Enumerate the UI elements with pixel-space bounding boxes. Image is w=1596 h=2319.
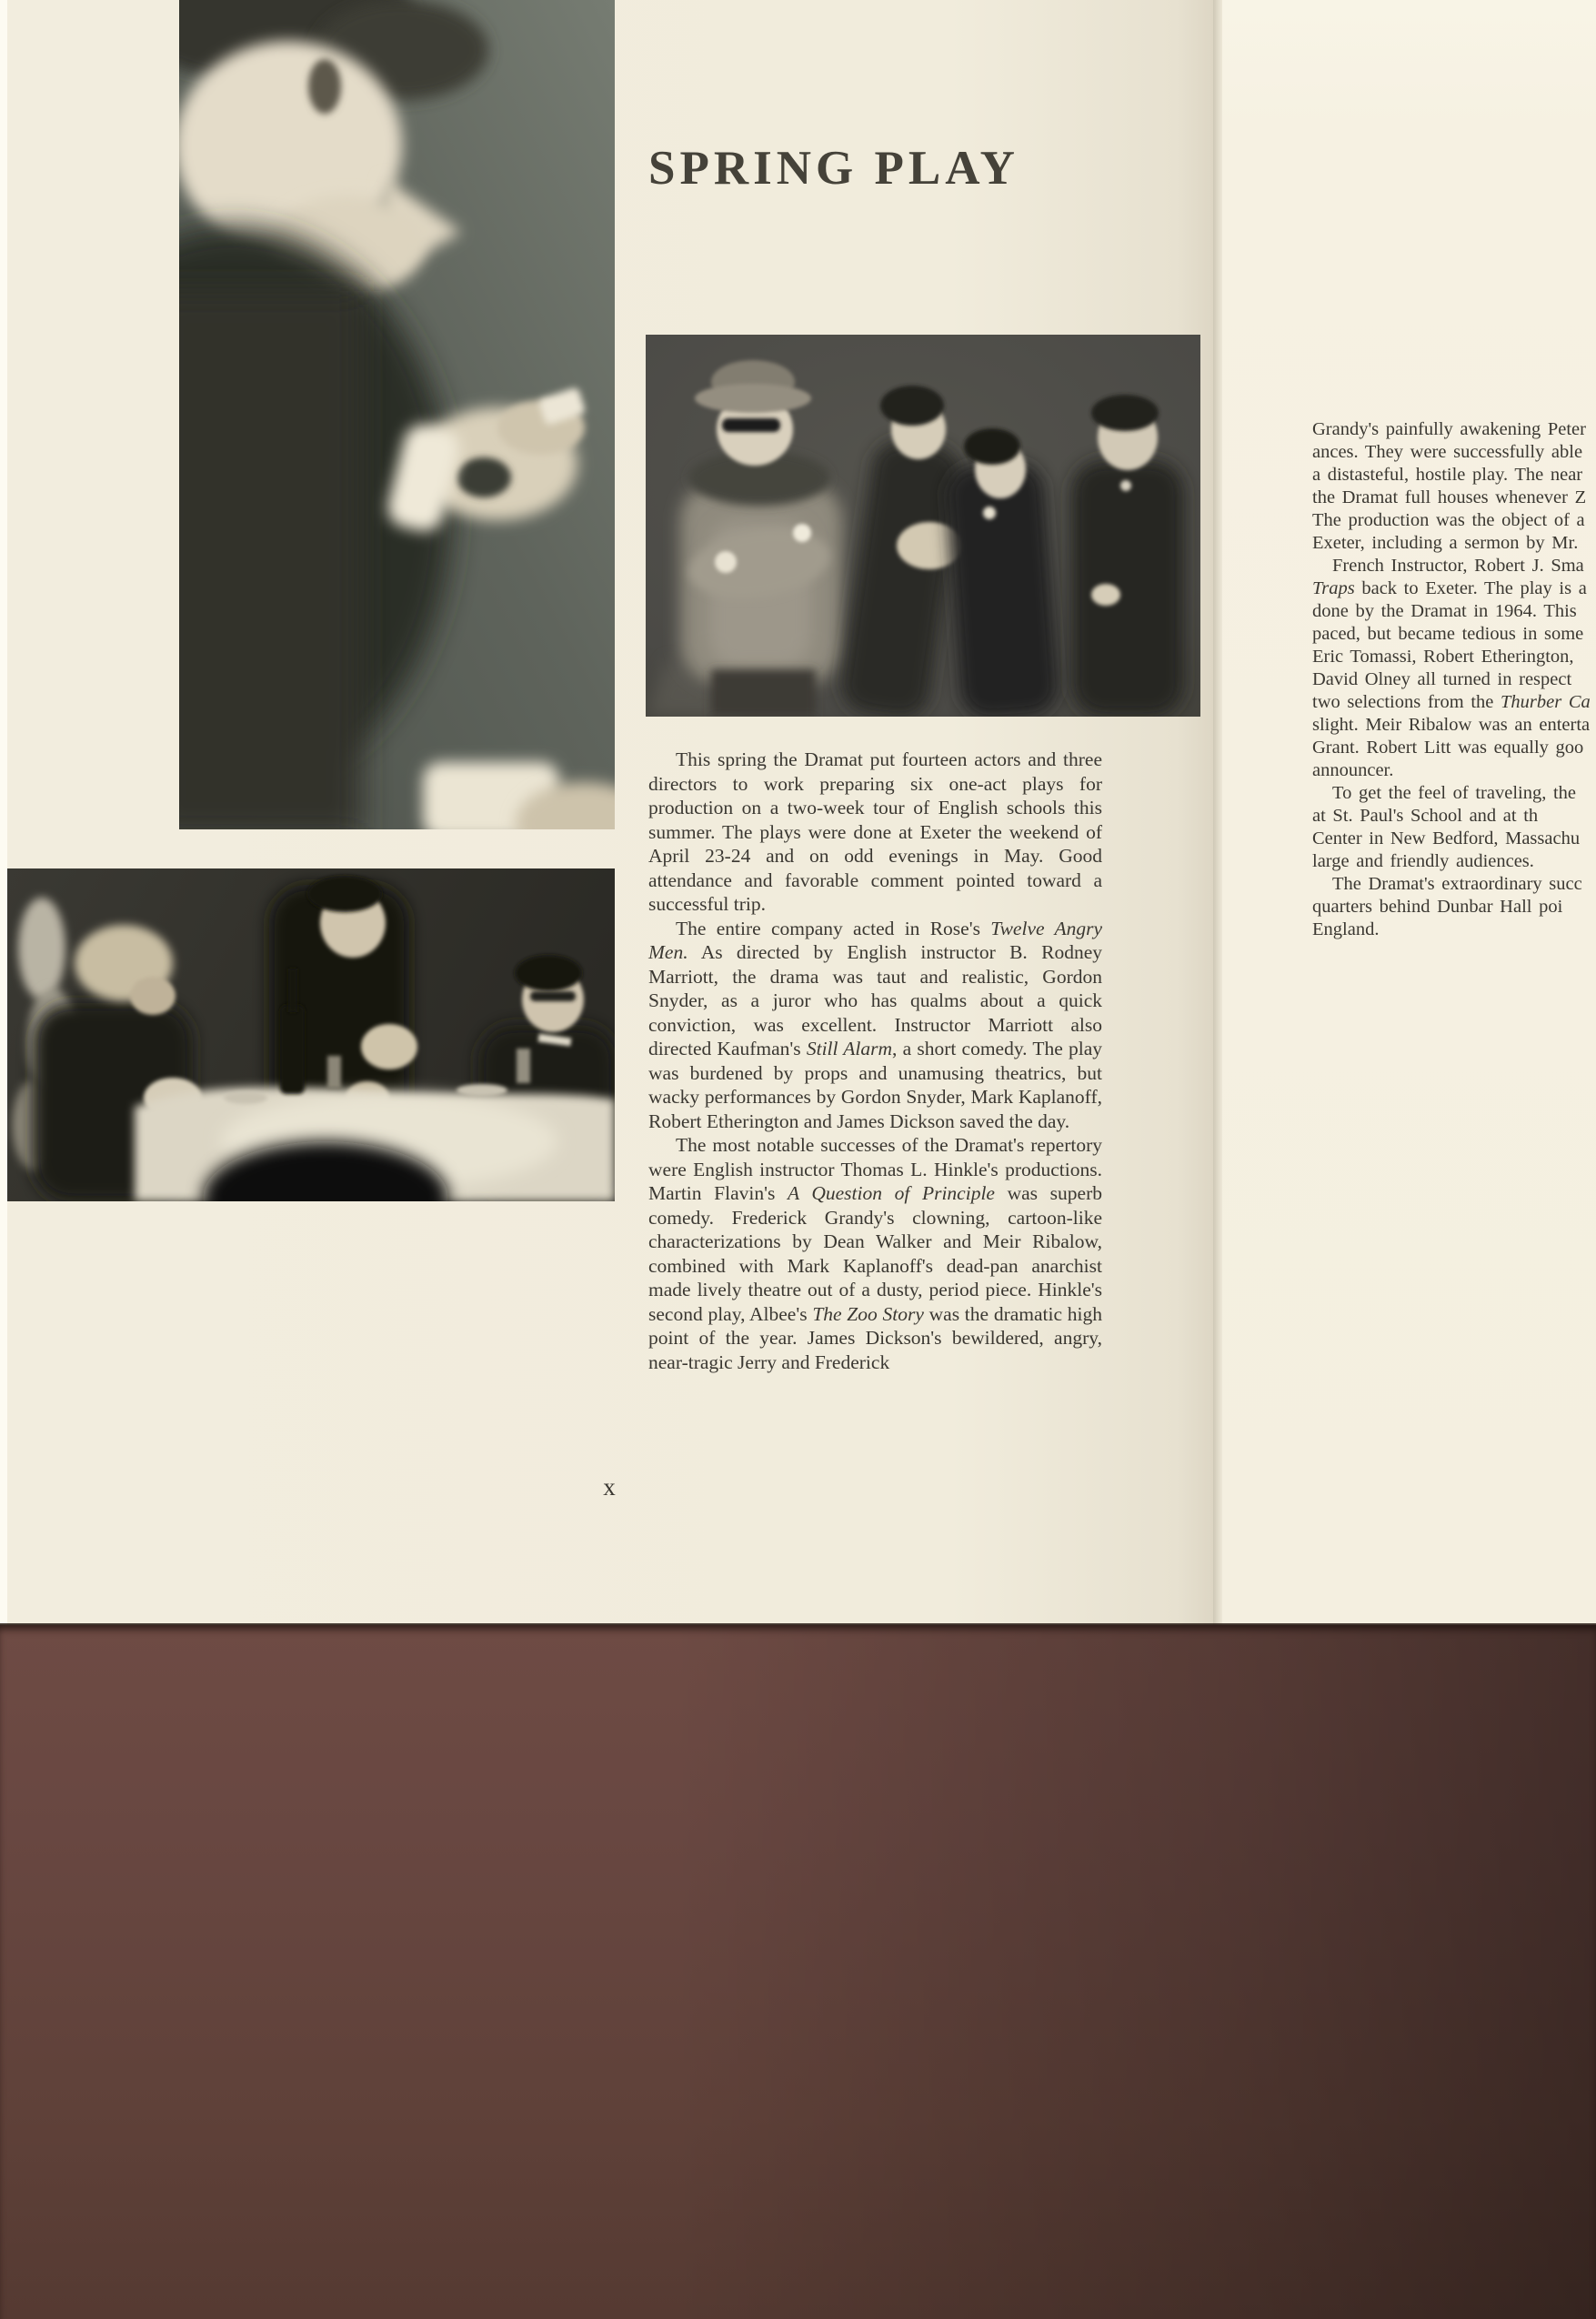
hair-b xyxy=(880,386,944,426)
right-column-line: England. xyxy=(1312,919,1380,939)
right-column-line: done by the Dramat in 1964. This xyxy=(1312,601,1577,621)
right-column-line: Grant. Robert Litt was equally goo xyxy=(1312,738,1584,758)
baluster xyxy=(18,898,65,999)
dark-coat-d xyxy=(1071,460,1184,717)
right-column-line: paced, but became tedious in some xyxy=(1312,624,1584,644)
dark-coat-c xyxy=(945,461,1060,717)
right-column-line: ances. They were successfully able xyxy=(1312,442,1583,462)
four-actors-stage-photo xyxy=(646,335,1200,717)
article-paragraph: The most notable successes of the Dramat's repertory were English instructor Thomas L. Hinkle's productions. Martin Flavin's A Question of Principle was superb comedy. Frederick Grandy's clowning, cartoon-like characterizations by Dean Walker and Meir Ribalow, combined with Mark Kaplanoff's dead-pan anarchist made lively theatre out of a dusty, period piece. Hinkle's second play, Albee's The Zoo Story was the dramatic high point of the year. James Dickson's bewildered, angry, near-tragic Jerry and Frederick xyxy=(648,1134,1102,1373)
right-column-line: two selections from the Thurber Ca xyxy=(1312,692,1591,712)
right-column-line: Center in New Bedford, Massachu xyxy=(1312,828,1581,848)
hair-c xyxy=(964,428,1020,465)
sunglasses xyxy=(722,418,780,432)
scan-edge-strip xyxy=(0,0,7,1625)
right-column-line: David Olney all turned in respect xyxy=(1312,669,1572,689)
right-column-line: The production was the object of a xyxy=(1312,510,1585,530)
right-column-line: large and friendly audiences. xyxy=(1312,851,1534,871)
fedora-brim xyxy=(695,384,811,413)
hair-d xyxy=(1091,395,1159,431)
article-text xyxy=(648,748,1102,1374)
pocket-square xyxy=(793,524,811,542)
right-column-line: announcer. xyxy=(1312,760,1394,780)
gesturing-hand xyxy=(361,1024,417,1069)
page-number: x xyxy=(603,1473,616,1501)
right-column-line: Eric Tomassi, Robert Etherington, xyxy=(1312,647,1574,667)
trousers xyxy=(711,669,816,717)
right-column-line: The Dramat's extraordinary succ xyxy=(1332,874,1582,894)
right-column-line: the Dramat full houses whenever Z xyxy=(1312,487,1587,507)
plate xyxy=(457,1084,507,1097)
right-column-line: French Instructor, Robert J. Sma xyxy=(1332,556,1584,576)
right-column-text xyxy=(1312,418,1596,941)
article-paragraph: This spring the Dramat put fourteen actors and three directors to work preparing six one-act plays for production on a two-week tour of English schools this summer. The plays were done at Exeter the weekend of April 23-24 and on odd evenings in May. Good attendance and favorable comment pointed toward a successful trip. xyxy=(648,748,1102,915)
right-column-line: Grandy's painfully awakening Peter xyxy=(1312,419,1586,439)
page-title: SPRING PLAY xyxy=(648,142,1019,195)
article-paragraph: The entire company acted in Rose's Twelve Angry Men. As directed by English instructor B. Rodney Marriott, the drama was taut and realistic, Gordon Snyder, as a juror who has qualms about a quick conviction, was excellent. Instructor Marriott also directed Kaufman's Still Alarm, a short comedy. The play was burdened by props and unamusing theatrics, but wacky performances by Gordon Snyder, Mark Kaplanoff, Robert Etherington and James Dickson saved the day. xyxy=(648,917,1102,1132)
right-column-line: Exeter, including a sermon by Mr. xyxy=(1312,533,1579,553)
page-gutter xyxy=(1213,0,1222,1625)
right-column-line: quarters behind Dunbar Hall poi xyxy=(1312,897,1563,917)
wine-bottle xyxy=(280,1005,305,1094)
dinner-table-scene-photo xyxy=(7,868,615,1201)
right-column-line: at St. Paul's School and at th xyxy=(1312,806,1539,826)
ear xyxy=(308,59,341,114)
profile-hand-photo xyxy=(179,0,615,829)
plate xyxy=(224,1091,267,1104)
right-column-line: a distasteful, hostile play. The near xyxy=(1312,465,1583,485)
right-column-line: To get the feel of traveling, the xyxy=(1332,783,1577,803)
glass xyxy=(327,1056,341,1089)
right-column-line: Traps back to Exeter. The play is a xyxy=(1312,578,1587,598)
glass xyxy=(517,1049,530,1083)
book-cover-background xyxy=(0,1625,1596,2319)
eyeglasses xyxy=(530,991,576,1001)
fist-d xyxy=(1091,584,1120,606)
right-column-line: slight. Meir Ribalow was an enterta xyxy=(1312,715,1591,735)
